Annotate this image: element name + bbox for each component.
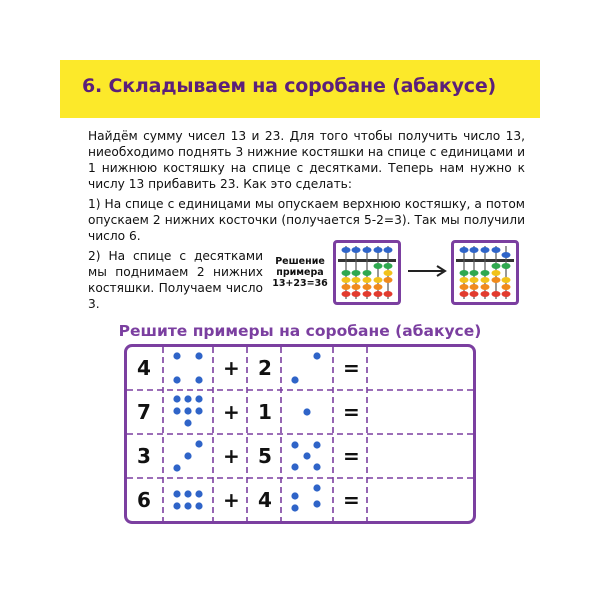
- row3-number-a: 3: [137, 444, 151, 468]
- row2-equals: =: [343, 400, 360, 424]
- row3-number-b: 5: [258, 444, 272, 468]
- row2-answer-field[interactable]: [375, 397, 465, 429]
- abacus-before-svg: [336, 243, 398, 302]
- row1-plus: +: [223, 356, 240, 380]
- row3-answer-field[interactable]: [375, 441, 465, 473]
- page-title: 6. Складываем на соробане (абакусе): [82, 75, 496, 97]
- row2-plus: +: [223, 400, 240, 424]
- abacus-before-image: [333, 240, 401, 305]
- row1-equals: =: [343, 356, 360, 380]
- step-one-paragraph: 1) На спице с единицами мы опускаем верхнюю костяшку, а потом опускаем 2 нижних косточки (получается 5-2=3). Так мы получили число 6.: [88, 197, 525, 243]
- exercise-table: [124, 344, 476, 524]
- arrow-right-icon: [407, 264, 449, 278]
- row4-equals: =: [343, 488, 360, 512]
- title-banner: [60, 60, 540, 118]
- row3-equals: =: [343, 444, 360, 468]
- solution-line-2: примера: [276, 267, 324, 278]
- row2-number-b: 1: [258, 400, 272, 424]
- abacus-after-svg: [454, 243, 516, 302]
- row4-plus: +: [223, 488, 240, 512]
- row1-answer-field[interactable]: [375, 353, 465, 385]
- abacus-after-image: [451, 240, 519, 305]
- row4-answer-field[interactable]: [375, 485, 465, 517]
- solution-label: [272, 256, 328, 289]
- row1-number-b: 2: [258, 356, 272, 380]
- row4-number-b: 4: [258, 488, 272, 512]
- solution-line-1: Решение: [275, 256, 325, 267]
- solution-line-3: 13+23=36: [272, 278, 328, 289]
- step-two-paragraph: 2) На спице с десятками мы поднимаем 2 нижних костяшки. Получаем число 3.: [88, 249, 263, 311]
- row2-number-a: 7: [137, 400, 151, 424]
- row1-number-a: 4: [137, 356, 151, 380]
- intro-paragraph: Найдём сумму чисел 13 и 23. Для того чтобы получить число 13, ниеобходимо поднять 3 нижние костяшки на спице с единицами и 1 нижнюю костяшку на спице с десятками. Теперь нам нужно к числу 13 прибавить 23. Как это сделать:: [88, 129, 525, 191]
- row4-number-a: 6: [137, 488, 151, 512]
- exercises-subtitle: Решите примеры на соробане (абакусе): [118, 322, 482, 340]
- row3-plus: +: [223, 444, 240, 468]
